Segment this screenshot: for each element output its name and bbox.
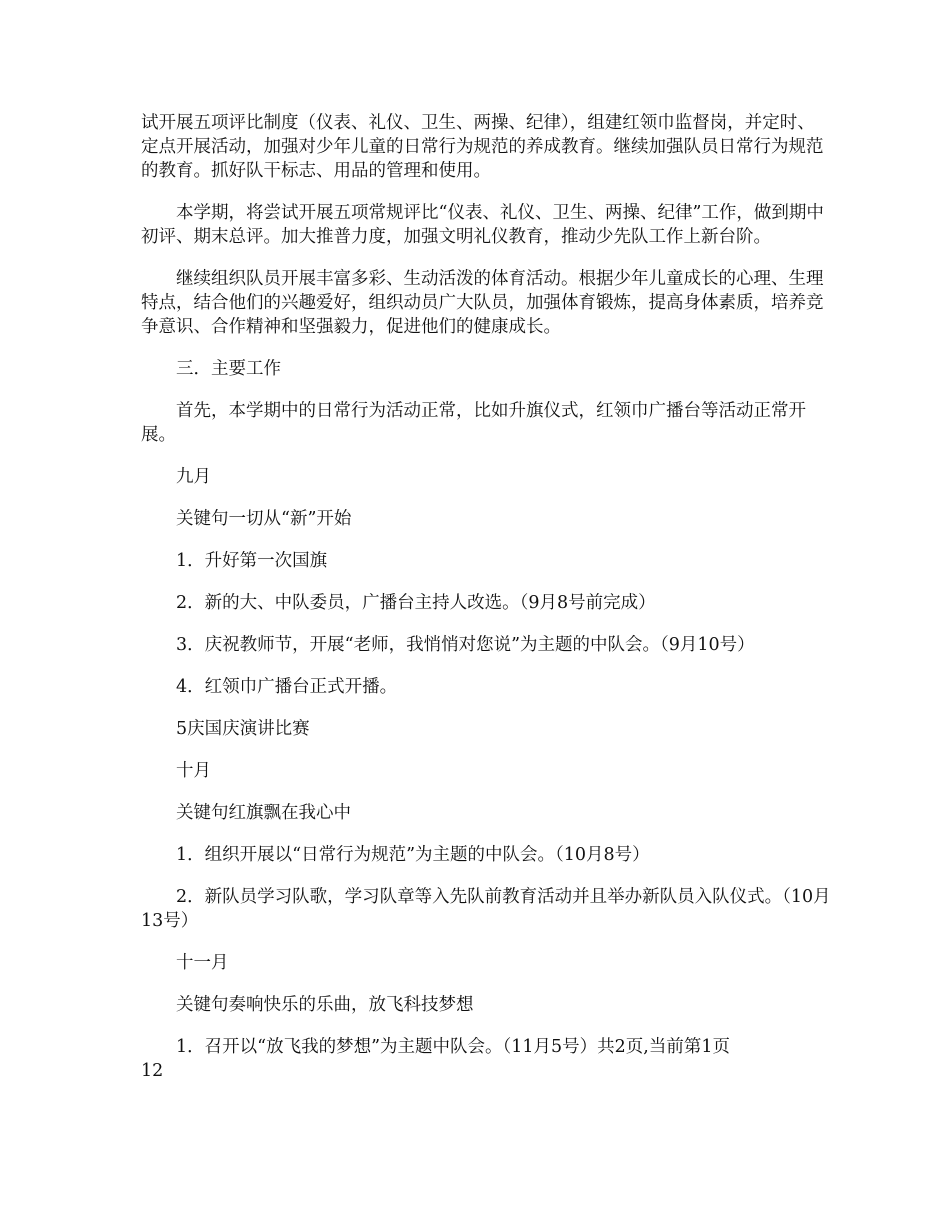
page-footer: 12 <box>141 1061 164 1081</box>
list-item: 1．召开以“放飞我的梦想”为主题中队会。（11月5号）共2页,当前第1页 <box>176 1037 731 1057</box>
document-body <box>141 111 831 1101</box>
list-item: 4．红领巾广播台正式开播。 <box>176 677 398 697</box>
list-item: 2．新队员学习队歌，学习队章等入先队前教育活动并且举办新队员入队仪式。（10月13号） <box>141 887 831 931</box>
keyword-november: 关键句奏响快乐的乐曲，放飞科技梦想 <box>176 995 474 1015</box>
paragraph-1: 试开展五项评比制度（仪表、礼仪、卫生、两操、纪律），组建红领巾监督岗，并定时、定点开展活动，加强对少年儿童的日常行为规范的养成教育。继续加强队员日常行为规范的教育。抓好队干标志、用品的管理和使用。 <box>141 113 824 181</box>
month-heading-october: 十月 <box>176 761 211 781</box>
month-heading-september: 九月 <box>176 467 211 487</box>
list-item: 1．组织开展以“日常行为规范”为主题的中队会。（10月8号） <box>176 845 650 865</box>
month-heading-november: 十一月 <box>176 953 229 973</box>
list-item: 3．庆祝教师节，开展“老师，我悄悄对您说”为主题的中队会。（9月10号） <box>176 635 755 655</box>
section-heading-main-work: 三．主要工作 <box>176 359 281 379</box>
list-item: 1．升好第一次国旗 <box>176 551 328 571</box>
keyword-september: 关键句一切从“新”开始 <box>176 509 352 529</box>
paragraph-3: 继续组织队员开展丰富多彩、生动活泼的体育活动。根据少年儿童成长的心理、生理特点，结合他们的兴趣爱好，组织动员广大队员，加强体育锻炼，提高身体素质，培养竞争意识、合作精神和坚强毅力，促进他们的健康成长。 <box>141 269 824 337</box>
list-item: 2．新的大、中队委员，广播台主持人改选。（9月8号前完成） <box>176 593 656 613</box>
list-item: 5庆国庆演讲比赛 <box>176 719 310 739</box>
paragraph-intro: 首先，本学期中的日常行为活动正常，比如升旗仪式，红领巾广播台等活动正常开展。 <box>141 401 806 445</box>
keyword-october: 关键句红旗飘在我心中 <box>176 803 351 823</box>
paragraph-2: 本学期，将尝试开展五项常规评比“仪表、礼仪、卫生、两操、纪律”工作，做到期中初评、期末总评。加大推普力度，加强文明礼仪教育，推动少先队工作上新台阶。 <box>141 203 824 247</box>
